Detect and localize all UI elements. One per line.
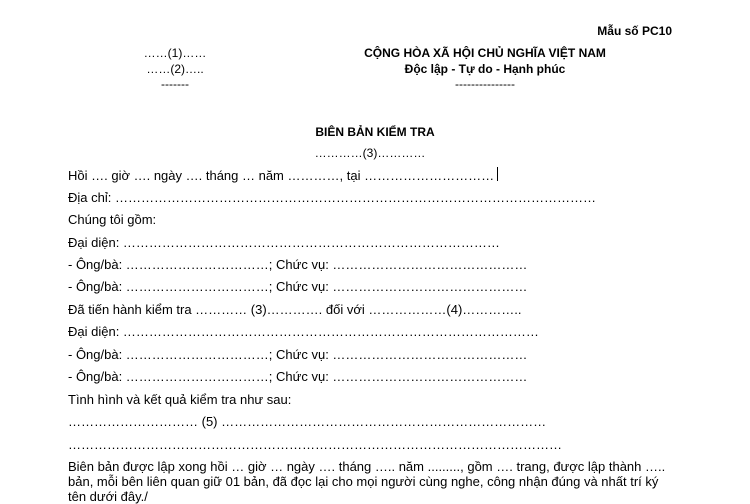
person-line-2: - Ông/bà: ……………………………; Chức vụ: ……………………………………… [68, 279, 528, 294]
person-line-1: - Ông/bà: ……………………………; Chức vụ: ……………………………………… [68, 257, 528, 272]
national-underline: --------------- [455, 77, 515, 91]
inspection-line: Đã tiến hành kiểm tra ………… (3)…………. đối với ………………(4)………….. [68, 302, 522, 317]
address-line: Địa chỉ: ………………………………………………………………………………………………… [68, 190, 596, 205]
agency-name-line-1: ……(1)…… [143, 46, 207, 60]
representative-line-1: Đại diện: …………………………………………………………………………… [68, 235, 500, 250]
person-line-4: - Ông/bà: ……………………………; Chức vụ: ……………………………………… [68, 369, 528, 384]
members-heading: Chúng tôi gồm: [68, 212, 157, 227]
national-title: CỘNG HÒA XÃ HỘI CHỦ NGHĨA VIỆT NAM [364, 46, 606, 60]
document-title: BIÊN BẢN KIỂM TRA [315, 125, 435, 139]
closing-line-1: Biên bản được lập xong hồi … giờ … ngày …. tháng ….. năm ........., gồm …. trang, được lập thành ….. [68, 459, 666, 474]
results-line-2: …………………………………………………………………………………………………… [68, 437, 562, 452]
text-cursor [497, 167, 498, 181]
time-place-line: Hồi …. giờ …. ngày …. tháng … năm …………, tại ………………………… [68, 168, 495, 183]
representative-line-2: Đại diện: …………………………………………………………………………………… [68, 324, 539, 339]
form-code: Mẫu số PC10 [597, 24, 672, 38]
results-line-1: ………………………… (5) ………………………………………………………………… [68, 414, 547, 429]
agency-name-line-2: ……(2)….. [146, 62, 204, 76]
agency-underline: ------- [161, 77, 189, 91]
closing-line-2: bản, mỗi bên liên quan giữ 01 bản, đã đọc lại cho mọi người cùng nghe, công nhận đúng và nhất trí ký [68, 474, 659, 489]
closing-line-3: tên dưới đây./ [68, 489, 148, 504]
person-line-3: - Ông/bà: ……………………………; Chức vụ: ……………………………………… [68, 347, 528, 362]
national-motto: Độc lập - Tự do - Hạnh phúc [404, 62, 566, 76]
document-subtitle: …………(3)………… [314, 146, 426, 160]
results-heading: Tình hình và kết quả kiểm tra như sau: [68, 392, 292, 407]
